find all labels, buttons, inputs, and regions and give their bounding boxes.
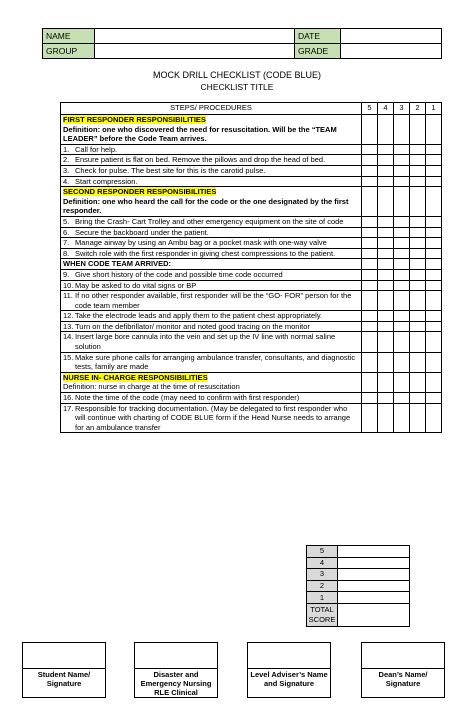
rating-cell[interactable] — [362, 352, 378, 372]
rating-cell[interactable] — [426, 227, 442, 238]
checklist-item-row — [61, 332, 442, 352]
score-row — [307, 569, 410, 581]
section-header-row — [61, 115, 442, 145]
rating-cell[interactable] — [362, 216, 378, 227]
rating-cell[interactable] — [394, 332, 410, 352]
section-title: WHEN CODE TEAM ARRIVED: — [63, 259, 172, 269]
rating-cell[interactable] — [394, 280, 410, 291]
rating-cell[interactable] — [362, 238, 378, 249]
step-number: 12. — [63, 311, 74, 321]
score-value-cell[interactable] — [338, 580, 410, 592]
signature-caption: Dean’s Name/ Signature — [378, 670, 428, 688]
checklist-table — [60, 102, 442, 433]
step-cell — [61, 216, 362, 227]
step-cell — [61, 311, 362, 322]
rating-cell[interactable] — [394, 248, 410, 259]
step-text: Check for pulse. The best site for this is the carotid pulse. — [75, 165, 266, 175]
score-table — [306, 545, 410, 627]
step-text: If no other responder available, first responder will be the “GO- FOR” person for the code team member — [75, 291, 352, 310]
rating-cell[interactable] — [394, 291, 410, 311]
rating-cell[interactable] — [410, 352, 426, 372]
rating-cell[interactable] — [426, 155, 442, 166]
rating-cell[interactable] — [426, 321, 442, 332]
rating-cell[interactable] — [410, 393, 426, 404]
rating-cell[interactable] — [362, 393, 378, 404]
rating-cell[interactable] — [426, 115, 442, 145]
rating-cell[interactable] — [394, 227, 410, 238]
checklist-item-row — [61, 155, 442, 166]
rating-cell[interactable] — [426, 165, 442, 176]
rating-cell[interactable] — [378, 280, 394, 291]
step-number: 15. — [63, 352, 74, 362]
rating-cell[interactable] — [362, 372, 378, 392]
step-cell — [61, 248, 362, 259]
checklist-item-row — [61, 403, 442, 433]
step-cell — [61, 291, 362, 311]
step-number: 13. — [63, 321, 74, 331]
rating-cell[interactable] — [378, 259, 394, 270]
rating-cell[interactable] — [378, 321, 394, 332]
rating-cell[interactable] — [410, 227, 426, 238]
section-header-row — [61, 187, 442, 217]
rating-cell[interactable] — [362, 187, 378, 217]
step-text: Make sure phone calls for arranging ambulance transfer, consultants, and diagnostic tests, family are made — [75, 352, 356, 372]
rating-cell[interactable] — [394, 187, 410, 217]
checklist-item-row — [61, 352, 442, 372]
rating-cell[interactable] — [362, 227, 378, 238]
rating-cell[interactable] — [394, 216, 410, 227]
checklist-item-row — [61, 311, 442, 322]
step-number: 3. — [63, 165, 70, 175]
rating-cell[interactable] — [394, 311, 410, 322]
score-value-cell[interactable] — [338, 546, 410, 558]
grade-label: GRADE — [295, 44, 341, 59]
step-cell — [61, 269, 362, 280]
rating-cell[interactable] — [394, 238, 410, 249]
checklist-subtitle: CHECKLIST TITLE — [200, 82, 274, 92]
rating-cell[interactable] — [378, 238, 394, 249]
step-cell — [61, 332, 362, 352]
rating-header: 5 — [362, 103, 378, 115]
step-text: Secure the backboard under the patient. — [75, 227, 209, 237]
rating-cell[interactable] — [394, 176, 410, 187]
checklist-item-row — [61, 144, 442, 155]
grade-field[interactable] — [341, 44, 442, 59]
rating-cell[interactable] — [394, 115, 410, 145]
step-cell — [61, 321, 362, 332]
step-number: 1. — [63, 144, 70, 154]
rating-cell[interactable] — [426, 403, 442, 433]
rating-cell[interactable] — [378, 144, 394, 155]
rating-cell[interactable] — [410, 321, 426, 332]
checklist-item-row — [61, 216, 442, 227]
rating-cell[interactable] — [378, 403, 394, 433]
score-row — [307, 557, 410, 569]
rating-cell[interactable] — [394, 259, 410, 270]
rating-cell[interactable] — [410, 280, 426, 291]
signature-line — [362, 668, 444, 669]
step-text: Switch role with the first responder in giving chest compressions to the patient. — [75, 248, 336, 258]
rating-cell[interactable] — [378, 269, 394, 280]
rating-cell[interactable] — [426, 176, 442, 187]
total-score-cell[interactable] — [338, 603, 410, 626]
section-header-row — [61, 372, 442, 392]
rating-cell[interactable] — [378, 115, 394, 145]
rating-cell[interactable] — [378, 393, 394, 404]
checklist-item-row — [61, 227, 442, 238]
rating-cell[interactable] — [378, 216, 394, 227]
rating-cell[interactable] — [426, 291, 442, 311]
rating-cell[interactable] — [426, 248, 442, 259]
rating-cell[interactable] — [426, 144, 442, 155]
rating-cell[interactable] — [394, 155, 410, 166]
rating-cell[interactable] — [394, 165, 410, 176]
rating-cell[interactable] — [410, 144, 426, 155]
step-number: 2. — [63, 155, 70, 165]
step-text: Bring the Crash- Cart Trolley and other emergency equipment on the site of code — [75, 216, 344, 226]
name-label: NAME — [43, 29, 95, 44]
rating-cell[interactable] — [410, 115, 426, 145]
rating-cell[interactable] — [362, 311, 378, 322]
signature-caption: Level Adviser’s Name and Signature — [250, 670, 328, 688]
step-number: 5. — [63, 216, 70, 226]
rating-cell[interactable] — [362, 321, 378, 332]
rating-cell[interactable] — [394, 393, 410, 404]
rating-cell[interactable] — [394, 269, 410, 280]
step-text: Note the time of the code (may need to confirm with first responder) — [75, 393, 300, 403]
rating-cell[interactable] — [426, 393, 442, 404]
step-number: 7. — [63, 238, 70, 248]
score-row — [307, 546, 410, 558]
step-text: Start compression. — [75, 176, 138, 186]
rating-cell[interactable] — [378, 352, 394, 372]
rating-cell[interactable] — [378, 187, 394, 217]
rating-cell[interactable] — [394, 321, 410, 332]
section-title: SECOND RESPONDER RESPONSIBILITIES — [63, 187, 217, 197]
rating-cell[interactable] — [362, 115, 378, 145]
step-cell — [61, 176, 362, 187]
step-number: 9. — [63, 269, 70, 279]
step-cell — [61, 227, 362, 238]
checklist-item-row — [61, 393, 442, 404]
rating-cell[interactable] — [410, 238, 426, 249]
rating-cell[interactable] — [378, 248, 394, 259]
step-cell — [61, 280, 362, 291]
rating-cell[interactable] — [378, 311, 394, 322]
rating-cell[interactable] — [362, 291, 378, 311]
checklist-item-row — [61, 269, 442, 280]
rating-cell[interactable] — [410, 155, 426, 166]
signature-caption: Student Name/ Signature — [37, 670, 91, 688]
rating-header: 2 — [410, 103, 426, 115]
step-text: Turn on the defibrillator/ monitor and noted good tracing on the monitor — [75, 321, 310, 331]
step-text: May be asked to do vital signs or BP — [75, 280, 197, 290]
adviser-signature-box[interactable] — [247, 642, 331, 698]
step-number: 8. — [63, 248, 70, 258]
rating-cell[interactable] — [378, 155, 394, 166]
rating-cell[interactable] — [426, 187, 442, 217]
score-value-cell[interactable] — [338, 592, 410, 604]
rating-cell[interactable] — [410, 291, 426, 311]
checklist-item-row — [61, 248, 442, 259]
rating-cell[interactable] — [410, 165, 426, 176]
group-field[interactable] — [95, 44, 295, 59]
student-signature-box[interactable] — [22, 642, 106, 698]
date-field[interactable] — [341, 29, 442, 44]
rating-cell[interactable] — [410, 403, 426, 433]
section-header-cell — [61, 259, 362, 270]
rating-cell[interactable] — [426, 238, 442, 249]
rating-cell[interactable] — [362, 280, 378, 291]
total-score-label: TOTAL SCORE — [307, 603, 338, 626]
section-header-cell — [61, 372, 362, 392]
checklist-body — [61, 115, 442, 433]
rating-header: 1 — [426, 103, 442, 115]
signature-line — [135, 668, 217, 669]
step-number: 10. — [63, 280, 74, 290]
step-text: Ensure patient is flat on bed. Remove the pillows and drop the head of bed. — [75, 155, 326, 165]
step-number: 4. — [63, 176, 70, 186]
step-number: 6. — [63, 227, 70, 237]
rating-cell[interactable] — [362, 165, 378, 176]
checklist-item-row — [61, 280, 442, 291]
step-text: Manage airway by using an Ambu bag or a pocket mask with one-way valve — [75, 238, 327, 248]
step-number: 11. — [63, 291, 73, 301]
rating-cell[interactable] — [362, 176, 378, 187]
checklist-item-row — [61, 165, 442, 176]
section-definition: Definition: nurse in charge at the time of resuscitation — [63, 382, 240, 392]
document-title: MOCK DRILL CHECKLIST (CODE BLUE) — [152, 70, 322, 80]
rating-cell[interactable] — [410, 187, 426, 217]
rating-cell[interactable] — [426, 352, 442, 372]
checklist-item-row — [61, 176, 442, 187]
total-score-row — [307, 603, 410, 626]
rating-cell[interactable] — [410, 332, 426, 352]
dean-signature-box[interactable] — [361, 642, 445, 698]
rating-cell[interactable] — [426, 259, 442, 270]
signature-line — [23, 668, 105, 669]
rating-cell[interactable] — [410, 372, 426, 392]
step-text: Give short history of the code and possible time code occurred — [75, 269, 283, 279]
checklist-item-row — [61, 238, 442, 249]
rating-cell[interactable] — [362, 144, 378, 155]
steps-header: STEPS/ PROCEDURES — [61, 103, 362, 115]
step-cell — [61, 155, 362, 166]
rating-header: 3 — [394, 103, 410, 115]
rating-cell[interactable] — [378, 176, 394, 187]
score-value-cell[interactable] — [338, 557, 410, 569]
score-level: 5 — [307, 546, 338, 558]
rating-cell[interactable] — [378, 332, 394, 352]
section-title: NURSE IN- CHARGE RESPONSIBILITIES — [63, 372, 208, 382]
step-cell — [61, 352, 362, 372]
section-definition: Definition: one who heard the call for the code or the one designated by the first responder. — [63, 196, 349, 216]
group-label: GROUP — [43, 44, 95, 59]
rating-cell[interactable] — [378, 227, 394, 238]
checklist-item-row — [61, 321, 442, 332]
score-value-cell[interactable] — [338, 569, 410, 581]
rating-cell[interactable] — [426, 372, 442, 392]
checklist-header-row — [61, 103, 442, 115]
section-definition: Definition: one who discovered the need for resuscitation. Will be the “TEAM LEADER” before the Code Team arrives. — [63, 124, 337, 144]
rating-cell[interactable] — [394, 403, 410, 433]
step-text: Call for help. — [75, 144, 118, 154]
step-cell — [61, 403, 362, 433]
rating-cell[interactable] — [362, 269, 378, 280]
rating-cell[interactable] — [394, 352, 410, 372]
rating-cell[interactable] — [362, 332, 378, 352]
rating-cell[interactable] — [362, 403, 378, 433]
step-number: 17. — [63, 403, 74, 413]
signature-caption: Disaster and Emergency Nursing RLE Clinical — [140, 670, 212, 697]
rating-cell[interactable] — [426, 311, 442, 322]
rating-cell[interactable] — [410, 269, 426, 280]
rating-cell[interactable] — [426, 269, 442, 280]
clinical-signature-box[interactable] — [134, 642, 218, 698]
rating-cell[interactable] — [394, 144, 410, 155]
date-label: DATE — [295, 29, 341, 44]
step-cell — [61, 238, 362, 249]
rating-cell[interactable] — [426, 216, 442, 227]
score-row — [307, 580, 410, 592]
name-field[interactable] — [95, 29, 295, 44]
rating-cell[interactable] — [362, 155, 378, 166]
rating-cell[interactable] — [426, 332, 442, 352]
signature-line — [248, 668, 330, 669]
rating-cell[interactable] — [426, 280, 442, 291]
section-header-row — [61, 259, 442, 270]
rating-cell[interactable] — [410, 248, 426, 259]
rating-cell[interactable] — [410, 311, 426, 322]
step-text: Responsible for tracking documentation. (May be delegated to first responder who will continue with charting of CODE BLUE form if the Head Nurse needs to arrange for an ambulance transfer — [75, 403, 351, 432]
section-title: FIRST RESPONDER RESPONSIBILITIES — [63, 115, 206, 124]
rating-cell[interactable] — [410, 259, 426, 270]
rating-cell[interactable] — [378, 372, 394, 392]
rating-cell[interactable] — [362, 248, 378, 259]
rating-header: 4 — [378, 103, 394, 115]
rating-cell[interactable] — [378, 165, 394, 176]
step-text: Insert large bore cannula into the vein and set up the IV line with normal saline solution — [75, 332, 336, 352]
step-text: Take the electrode leads and apply them to the patient chest appropriately. — [75, 311, 323, 321]
rating-cell[interactable] — [378, 291, 394, 311]
section-header-cell — [61, 187, 362, 217]
rating-cell[interactable] — [410, 216, 426, 227]
rating-cell[interactable] — [410, 176, 426, 187]
score-level: 1 — [307, 592, 338, 604]
section-header-cell — [61, 115, 362, 145]
step-cell — [61, 165, 362, 176]
rating-cell[interactable] — [394, 372, 410, 392]
score-row — [307, 592, 410, 604]
score-level: 2 — [307, 580, 338, 592]
student-info-table — [42, 28, 442, 59]
score-level: 4 — [307, 557, 338, 569]
score-level: 3 — [307, 569, 338, 581]
checklist-item-row — [61, 291, 442, 311]
rating-cell[interactable] — [362, 259, 378, 270]
step-number: 14. — [63, 332, 74, 342]
step-cell — [61, 144, 362, 155]
step-number: 16. — [63, 393, 74, 403]
step-cell — [61, 393, 362, 404]
